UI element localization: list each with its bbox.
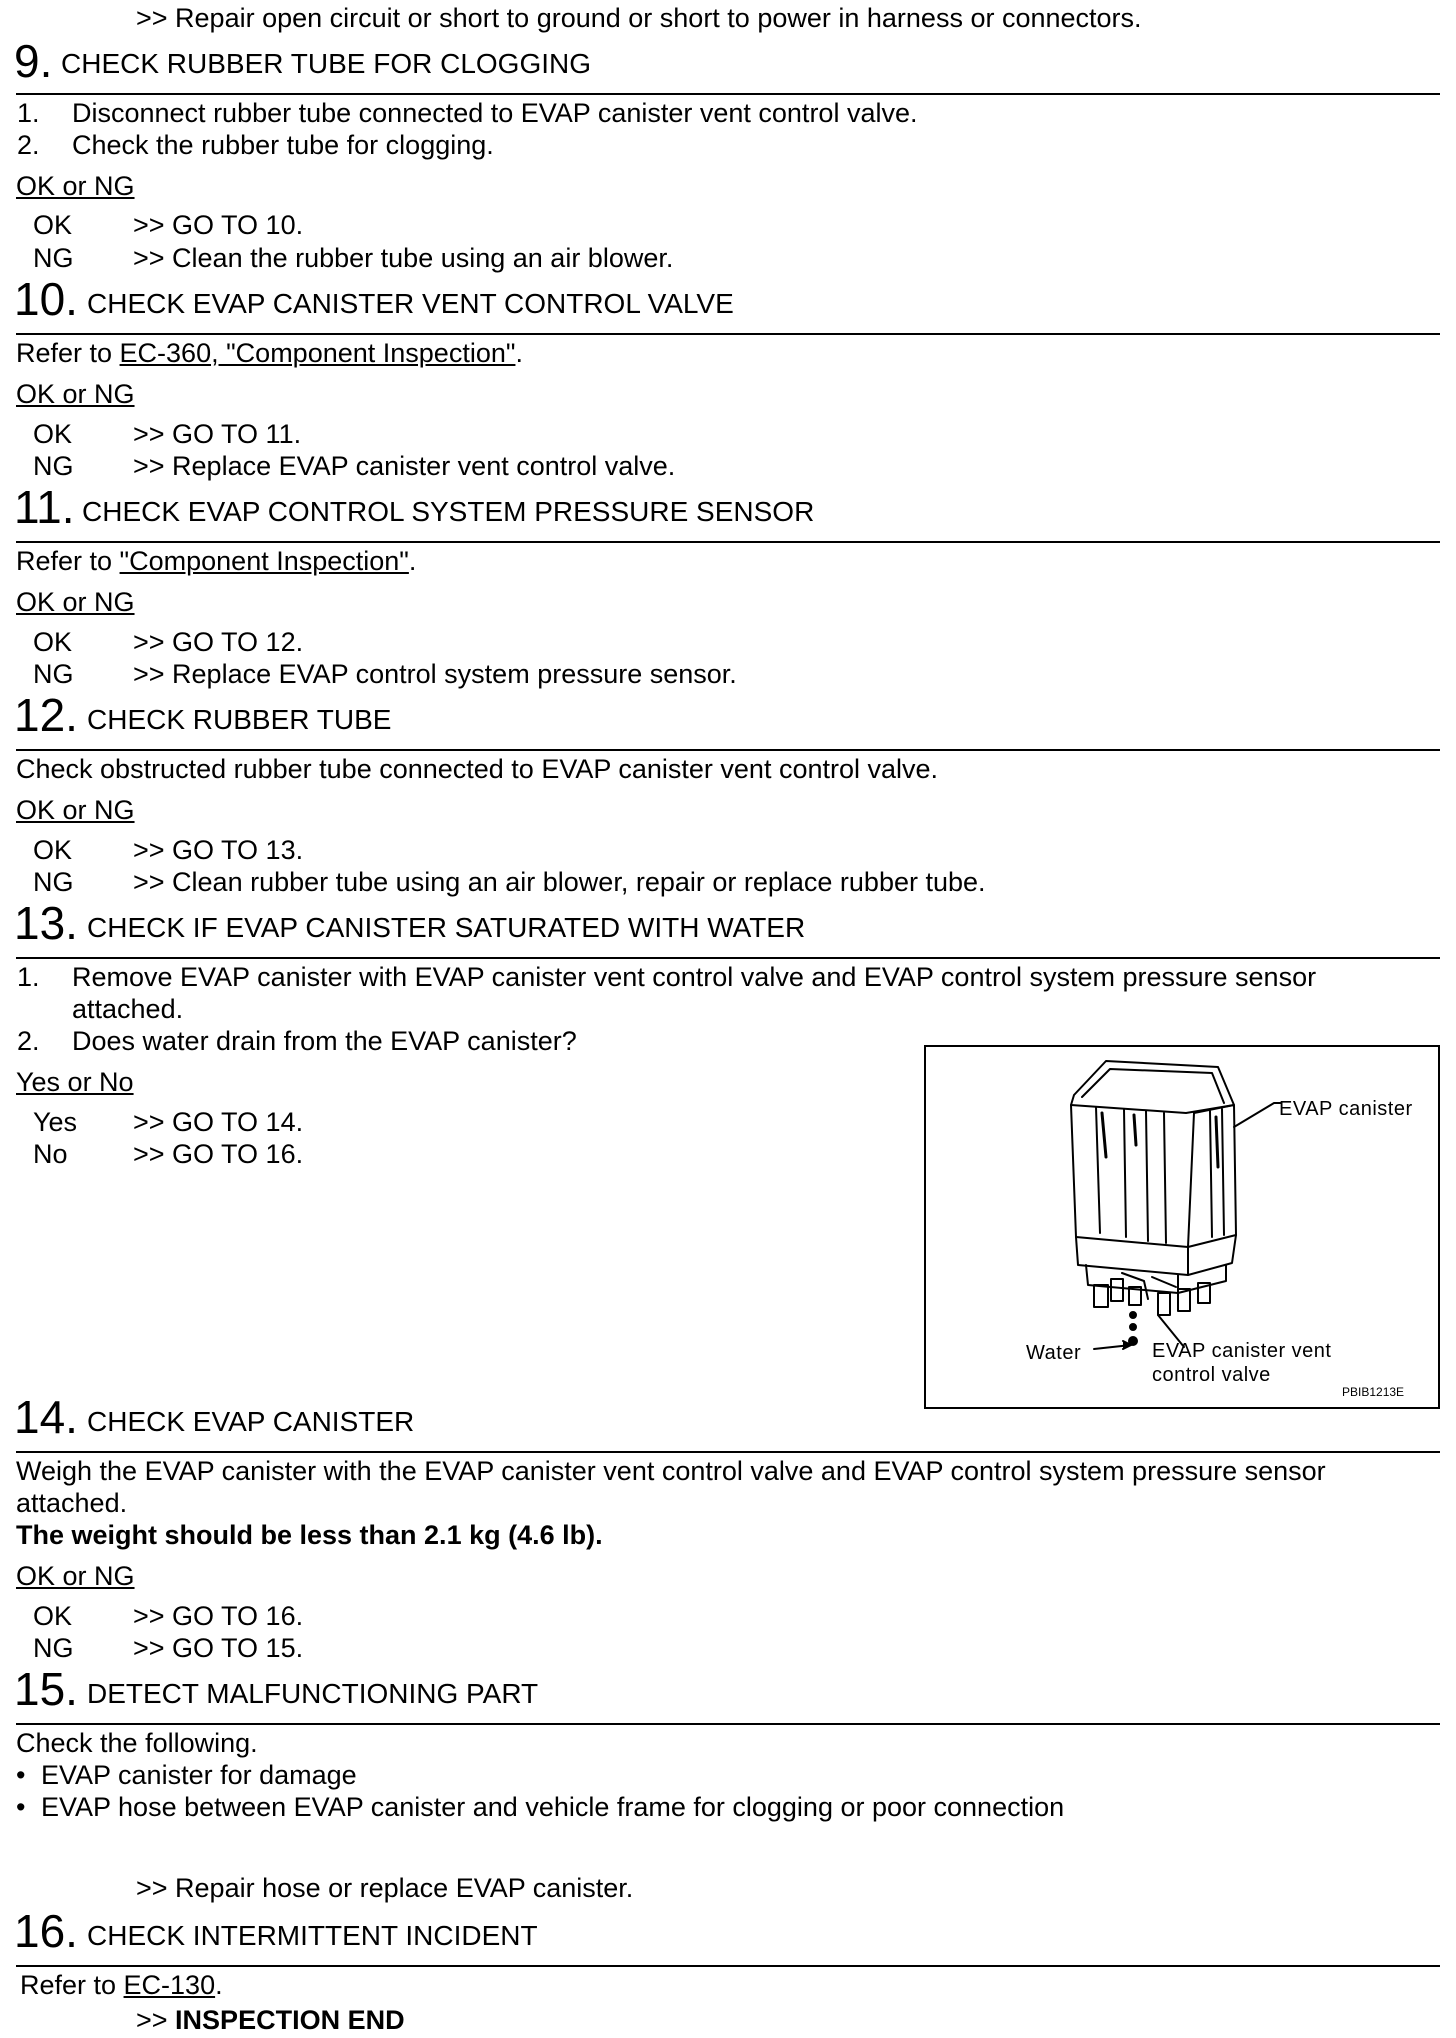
step-16-number: 16.	[14, 1905, 78, 1957]
step-13-judge-label: Yes or No	[16, 1067, 134, 1097]
step-12-ng-key: NG	[33, 867, 74, 897]
step-10-ok-result: >> GO TO 11.	[133, 419, 302, 449]
step-14-body: Weigh the EVAP canister with the EVAP canister vent control valve and EVAP control system pressure sensor	[16, 1456, 1326, 1486]
step-15-title: DETECT MALFUNCTIONING PART	[87, 1678, 539, 1709]
step-10-refer-prefix: Refer to	[16, 338, 120, 368]
step-9-rule	[16, 93, 1440, 95]
step-14-ok-key: OK	[33, 1601, 73, 1631]
step-11-title: CHECK EVAP CONTROL SYSTEM PRESSURE SENSOR	[82, 496, 815, 527]
step-14-spec: The weight should be less than 2.1 kg (4.6 lb).	[16, 1520, 603, 1550]
step-9-ok-result: >> GO TO 10.	[133, 210, 304, 240]
step-16-refer-link[interactable]: EC-130	[123, 1970, 216, 2000]
step-11-rule	[16, 541, 1440, 543]
evap-canister-figure	[924, 1045, 1440, 1409]
step-14-ng-key: NG	[33, 1633, 74, 1663]
step-14-body-cont: attached.	[16, 1488, 128, 1518]
inspection-end-text: INSPECTION END	[175, 2005, 405, 2035]
step-13-item-2-number: 2.	[17, 1026, 40, 1056]
step-15-rule	[16, 1723, 1440, 1725]
figure-label-evap-canister: EVAP canister	[1279, 1098, 1413, 1120]
step-14-ok-result: >> GO TO 16.	[133, 1601, 304, 1631]
step-14-title: CHECK EVAP CANISTER	[87, 1406, 415, 1437]
step-9-number: 9.	[14, 35, 53, 87]
step-15-action: >> Repair hose or replace EVAP canister.	[136, 1873, 634, 1903]
step-10-number: 10.	[14, 273, 78, 325]
step-11-ng-key: NG	[33, 659, 74, 689]
step-12-title: CHECK RUBBER TUBE	[87, 704, 392, 735]
step-13-title: CHECK IF EVAP CANISTER SATURATED WITH WATER	[87, 912, 806, 943]
step-13-item-2: Does water drain from the EVAP canister?	[72, 1026, 577, 1056]
step-15-bullet-1: EVAP canister for damage	[41, 1760, 357, 1790]
step-9-ng-result: >> Clean the rubber tube using an air blower.	[133, 243, 674, 273]
step-10-judge-label: OK or NG	[16, 379, 135, 409]
step-10-ok-key: OK	[33, 419, 73, 449]
step-10-rule	[16, 333, 1440, 335]
figure-id: PBIB1213E	[1342, 1385, 1405, 1399]
step-9-title: CHECK RUBBER TUBE FOR CLOGGING	[61, 48, 592, 79]
step-9-item-1-number: 1.	[17, 98, 40, 128]
figure-label-vent-valve-line-2: control valve	[1152, 1364, 1271, 1386]
step-13-item-1: Remove EVAP canister with EVAP canister vent control valve and EVAP control system pressure sensor	[72, 962, 1317, 992]
step-9-ok-key: OK	[33, 210, 73, 240]
step-11-ok-key: OK	[33, 627, 73, 657]
figure-label-vent-valve-line-1: EVAP canister vent	[1152, 1340, 1332, 1362]
step-13-no-result: >> GO TO 16.	[133, 1139, 304, 1169]
step-16-title: CHECK INTERMITTENT INCIDENT	[87, 1920, 538, 1951]
inspection-end	[136, 2004, 405, 2036]
step-11-refer-suffix: .	[408, 546, 417, 576]
step-13-yes-key: Yes	[33, 1107, 78, 1137]
step-16-rule	[16, 1965, 1440, 1967]
step-14-ng-result: >> GO TO 15.	[133, 1633, 304, 1663]
step-11-ok-result: >> GO TO 12.	[133, 627, 304, 657]
step-13-number: 13.	[14, 897, 78, 949]
step-15-body: Check the following.	[16, 1728, 258, 1758]
step-9-item-2: Check the rubber tube for clogging.	[72, 130, 494, 160]
step-12-ng-result: >> Clean rubber tube using an air blower, repair or replace rubber tube.	[133, 867, 986, 897]
step-14-rule	[16, 1451, 1440, 1453]
step-16-refer-prefix: Refer to	[20, 1970, 124, 2000]
step-12-judge-label: OK or NG	[16, 795, 135, 825]
step-13-item-1-cont: attached.	[72, 994, 184, 1024]
step-9-ng-key: NG	[33, 243, 74, 273]
step-10-title: CHECK EVAP CANISTER VENT CONTROL VALVE	[87, 288, 734, 319]
step-11-refer	[16, 545, 416, 577]
step-11-refer-prefix: Refer to	[16, 546, 120, 576]
step-11-refer-link[interactable]: "Component Inspection"	[119, 546, 409, 576]
step-15-bullet-1-mark: •	[16, 1760, 26, 1790]
step-15-bullet-2: EVAP hose between EVAP canister and vehicle frame for clogging or poor connection	[41, 1792, 1065, 1822]
step-14-number: 14.	[14, 1391, 78, 1443]
step-9-item-1: Disconnect rubber tube connected to EVAP canister vent control valve.	[72, 98, 918, 128]
step-9-judge-label: OK or NG	[16, 171, 135, 201]
step-10-refer	[16, 337, 523, 369]
figure-label-water: Water	[1026, 1342, 1082, 1364]
step-12-ok-key: OK	[33, 835, 73, 865]
step-12-ok-result: >> GO TO 13.	[133, 835, 304, 865]
step-15-bullet-2-mark: •	[16, 1792, 26, 1822]
step-13-no-key: No	[33, 1139, 68, 1169]
step-12-body: Check obstructed rubber tube connected to EVAP canister vent control valve.	[16, 754, 939, 784]
step-16-refer	[20, 1969, 223, 2001]
step-11-ng-result: >> Replace EVAP control system pressure sensor.	[133, 659, 737, 689]
step-13-yes-result: >> GO TO 14.	[133, 1107, 304, 1137]
step-12-number: 12.	[14, 689, 78, 741]
step-12-rule	[16, 749, 1440, 751]
step-10-refer-suffix: .	[515, 338, 523, 368]
step-16-refer-suffix: .	[215, 1970, 223, 2000]
step-14-judge-label: OK or NG	[16, 1561, 135, 1591]
step-15-number: 15.	[14, 1663, 78, 1715]
repair-instruction: >> Repair open circuit or short to ground or short to power in harness or connectors.	[136, 3, 1142, 33]
step-11-number: 11.	[14, 481, 75, 533]
step-10-ng-result: >> Replace EVAP canister vent control valve.	[133, 451, 676, 481]
step-9-item-2-number: 2.	[17, 130, 40, 160]
step-10-refer-link[interactable]: EC-360, "Component Inspection"	[119, 338, 516, 368]
inspection-end-prefix: >>	[136, 2005, 176, 2035]
step-11-judge-label: OK or NG	[16, 587, 135, 617]
step-13-item-1-number: 1.	[17, 962, 40, 992]
step-10-ng-key: NG	[33, 451, 74, 481]
step-13-rule	[16, 957, 1440, 959]
